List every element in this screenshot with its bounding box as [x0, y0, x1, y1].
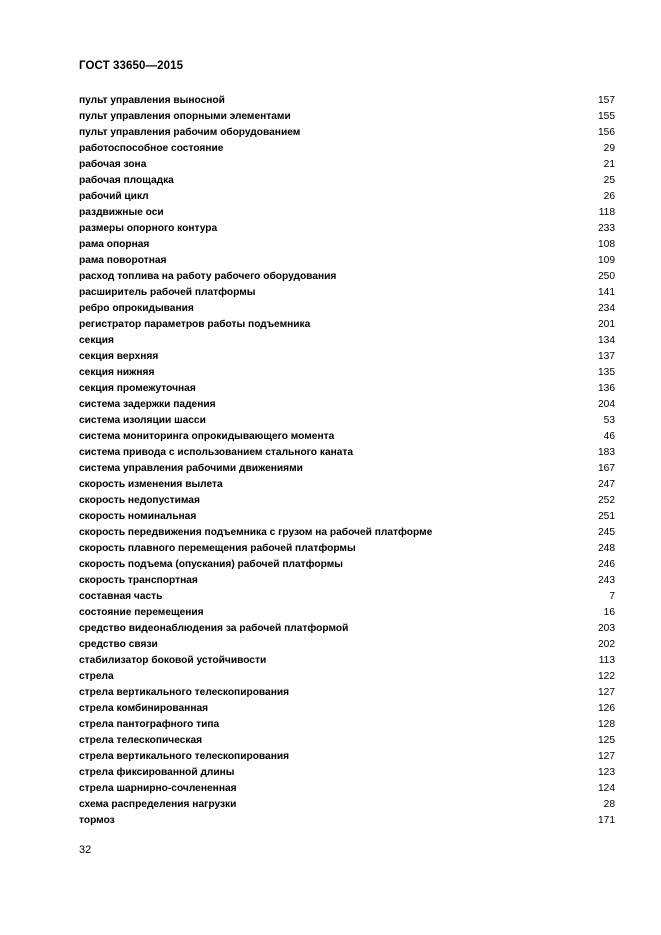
index-entry: [79, 557, 615, 573]
index-term: стрела пантографного типа: [79, 719, 220, 730]
index-term: средство связи: [79, 639, 158, 650]
index-page-ref: 127: [598, 687, 615, 698]
index-entry: [79, 221, 615, 237]
index-page-ref: 126: [598, 703, 615, 714]
index-entry: [79, 365, 615, 381]
index-page-ref: 246: [598, 559, 615, 570]
index-term: расширитель рабочей платформы: [79, 287, 256, 298]
index-term: система привода с использованием стального каната: [79, 447, 354, 458]
index-entry: [79, 637, 615, 653]
index-term: рабочая зона: [79, 159, 147, 170]
index-entry: [79, 173, 615, 189]
index-entry: [79, 157, 615, 173]
index-term: скорость недопустимая: [79, 495, 200, 506]
index-term: стрела: [79, 671, 114, 682]
document-header: ГОСТ 33650—2015: [79, 60, 184, 72]
index-page-ref: 16: [603, 607, 615, 618]
index-entry: [79, 253, 615, 269]
index-page-ref: 123: [598, 767, 615, 778]
index-page-ref: 7: [609, 591, 615, 602]
index-entry: [79, 301, 615, 317]
index-entry: [79, 605, 615, 621]
index-term: расход топлива на работу рабочего оборудования: [79, 271, 337, 282]
index-page-ref: 46: [603, 431, 615, 442]
index-term: стрела шарнирно-сочлененная: [79, 783, 237, 794]
index-page-ref: 127: [598, 751, 615, 762]
index-term: секция промежуточная: [79, 383, 196, 394]
index-entry: [79, 413, 615, 429]
index-entry: [79, 653, 615, 669]
index-entry: [79, 781, 615, 797]
index-term: стабилизатор боковой устойчивости: [79, 655, 267, 666]
index-term: пульт управления выносной: [79, 95, 225, 106]
index-page-ref: 167: [598, 463, 615, 474]
index-page-ref: 137: [598, 351, 615, 362]
index-page-ref: 183: [598, 447, 615, 458]
index-term: работоспособное состояние: [79, 143, 224, 154]
index-entry: [79, 397, 615, 413]
index-entry: [79, 445, 615, 461]
term-index-list: [79, 93, 615, 829]
index-term: стрела телескопическая: [79, 735, 203, 746]
index-page-ref: 136: [598, 383, 615, 394]
index-page-ref: 26: [603, 191, 615, 202]
index-entry: [79, 669, 615, 685]
index-entry: [79, 525, 615, 541]
index-term: рама опорная: [79, 239, 150, 250]
index-page-ref: 248: [598, 543, 615, 554]
index-entry: [79, 493, 615, 509]
index-page-ref: 113: [598, 655, 615, 666]
index-page-ref: 29: [603, 143, 615, 154]
index-entry: [79, 621, 615, 637]
index-page-ref: 141: [598, 287, 615, 298]
index-page-ref: 233: [598, 223, 615, 234]
index-entry: [79, 285, 615, 301]
index-term: система задержки падения: [79, 399, 216, 410]
index-term: скорость подъема (опускания) рабочей платформы: [79, 559, 343, 570]
index-term: размеры опорного контура: [79, 223, 218, 234]
index-page-ref: 251: [598, 511, 615, 522]
index-entry: [79, 109, 615, 125]
index-term: пульт управления опорными элементами: [79, 111, 291, 122]
index-entry: [79, 749, 615, 765]
index-entry: [79, 333, 615, 349]
index-page-ref: 204: [598, 399, 615, 410]
index-term: стрела вертикального телескопирования: [79, 751, 290, 762]
index-entry: [79, 125, 615, 141]
index-term: схема распределения нагрузки: [79, 799, 237, 810]
index-term: скорость плавного перемещения рабочей платформы: [79, 543, 356, 554]
index-page-ref: 247: [598, 479, 615, 490]
index-term: рабочая площадка: [79, 175, 174, 186]
index-term: пульт управления рабочим оборудованием: [79, 127, 301, 138]
index-page-ref: 157: [598, 95, 615, 106]
index-term: тормоз: [79, 815, 115, 826]
index-entry: [79, 797, 615, 813]
index-entry: [79, 269, 615, 285]
index-entry: [79, 381, 615, 397]
index-entry: [79, 589, 615, 605]
index-page-ref: 243: [598, 575, 615, 586]
index-page-ref: 25: [603, 175, 615, 186]
index-term: регистратор параметров работы подъемника: [79, 319, 311, 330]
index-page-ref: 118: [598, 207, 615, 218]
index-entry: [79, 141, 615, 157]
index-page-ref: 122: [598, 671, 615, 682]
index-entry: [79, 237, 615, 253]
index-page-ref: 171: [598, 815, 615, 826]
index-page-ref: 156: [598, 127, 615, 138]
index-term: скорость передвижения подъемника с грузом на рабочей платформе: [79, 527, 433, 538]
index-entry: [79, 477, 615, 493]
index-entry: [79, 205, 615, 221]
index-page-ref: 252: [598, 495, 615, 506]
index-term: стрела фиксированной длины: [79, 767, 235, 778]
index-entry: [79, 93, 615, 109]
index-entry: [79, 349, 615, 365]
index-term: система мониторинга опрокидывающего момента: [79, 431, 335, 442]
index-entry: [79, 429, 615, 445]
index-term: средство видеонаблюдения за рабочей платформой: [79, 623, 349, 634]
index-page-ref: 234: [598, 303, 615, 314]
index-entry: [79, 509, 615, 525]
index-page-ref: 28: [603, 799, 615, 810]
index-term: секция верхняя: [79, 351, 159, 362]
index-page-ref: 135: [598, 367, 615, 378]
index-term: составная часть: [79, 591, 163, 602]
index-page-ref: 202: [598, 639, 615, 650]
index-term: раздвижные оси: [79, 207, 164, 218]
index-term: рабочий цикл: [79, 191, 149, 202]
index-page-ref: 134: [598, 335, 615, 346]
index-term: секция нижняя: [79, 367, 155, 378]
index-entry: [79, 189, 615, 205]
index-page-ref: 203: [598, 623, 615, 634]
index-entry: [79, 317, 615, 333]
index-page-ref: 124: [598, 783, 615, 794]
index-page-ref: 21: [603, 159, 615, 170]
index-term: стрела комбинированная: [79, 703, 209, 714]
index-entry: [79, 461, 615, 477]
index-term: рама поворотная: [79, 255, 167, 266]
index-term: система управления рабочими движениями: [79, 463, 303, 474]
index-entry: [79, 685, 615, 701]
index-term: секция: [79, 335, 114, 346]
index-page-ref: 201: [598, 319, 615, 330]
index-entry: [79, 573, 615, 589]
index-entry: [79, 733, 615, 749]
index-page-ref: 245: [598, 527, 615, 538]
index-entry: [79, 813, 615, 829]
page-number: 32: [79, 844, 92, 856]
index-page-ref: 128: [598, 719, 615, 730]
index-term: скорость транспортная: [79, 575, 198, 586]
index-page-ref: 125: [598, 735, 615, 746]
index-page-ref: 53: [603, 415, 615, 426]
index-page-ref: 155: [598, 111, 615, 122]
index-entry: [79, 765, 615, 781]
index-entry: [79, 541, 615, 557]
index-page-ref: 108: [598, 239, 615, 250]
index-entry: [79, 717, 615, 733]
index-entry: [79, 701, 615, 717]
index-term: состояние перемещения: [79, 607, 204, 618]
index-term: стрела вертикального телескопирования: [79, 687, 290, 698]
index-page-ref: 109: [598, 255, 615, 266]
index-term: скорость номинальная: [79, 511, 197, 522]
index-term: система изоляции шасси: [79, 415, 206, 426]
index-term: ребро опрокидывания: [79, 303, 194, 314]
index-term: скорость изменения вылета: [79, 479, 223, 490]
index-page-ref: 250: [598, 271, 615, 282]
